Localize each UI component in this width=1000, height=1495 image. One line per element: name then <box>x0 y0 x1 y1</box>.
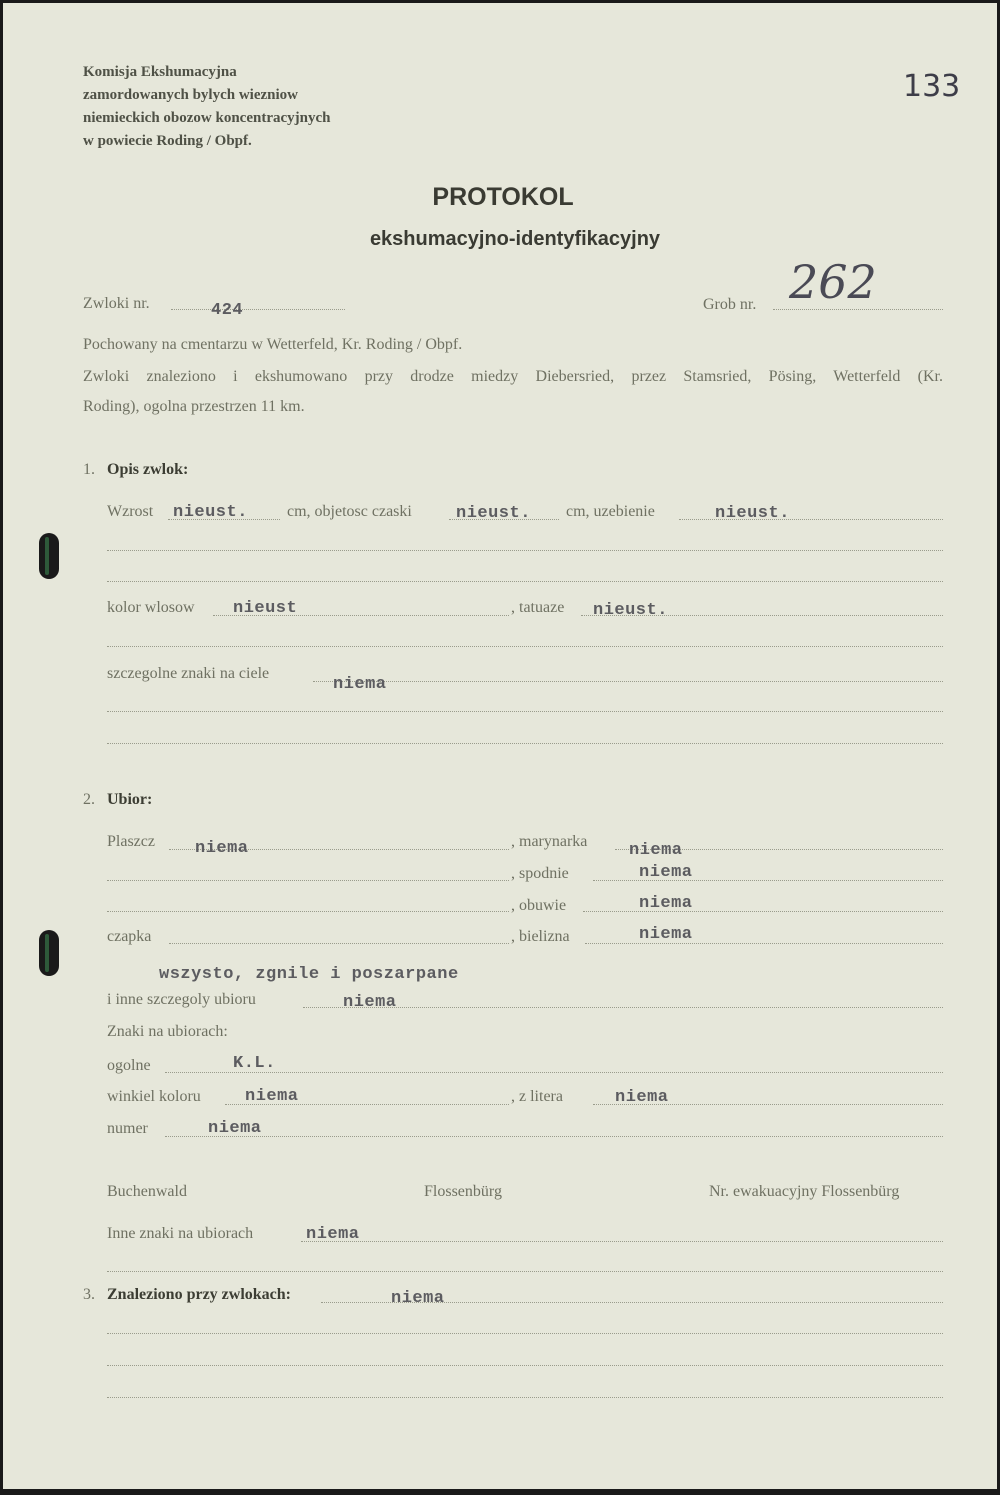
ewakuacyjny-label: Nr. ewakuacyjny Flossenbürg <box>709 1183 900 1200</box>
section1-heading: Opis zwlok: <box>107 461 189 478</box>
inne-znaki-value: niema <box>306 1225 360 1244</box>
plaszcz-label: Plaszcz <box>107 833 155 850</box>
page-number: 133 <box>903 69 961 104</box>
inne-znaki-label: Inne znaki na ubiorach <box>107 1225 254 1242</box>
blank-line <box>107 711 943 712</box>
document-page <box>3 3 997 1489</box>
pochowany-text: Pochowany na cmentarzu w Wetterfeld, Kr. Roding / Obpf. <box>83 336 463 353</box>
header-line-3: niemieckich obozow koncentracyjnych <box>83 110 331 126</box>
blank-line <box>107 581 943 582</box>
header-line-1: Komisja Ekshumacyjna <box>83 64 237 80</box>
wzrost-value: nieust. <box>173 503 248 522</box>
marynarka-label: , marynarka <box>511 833 588 850</box>
inne-szczegoly-line <box>303 1007 943 1008</box>
czaszka-value: nieust. <box>456 504 531 523</box>
znaki-ciele-line <box>313 681 943 682</box>
numer-label: numer <box>107 1120 148 1137</box>
zwloki-label: Zwloki nr. <box>83 295 150 312</box>
znaleziono-line-2: Roding), ogolna przestrzen 11 km. <box>83 398 305 415</box>
bielizna-value: niema <box>639 925 693 944</box>
numer-line <box>165 1136 943 1137</box>
obuwie-value: niema <box>639 894 693 913</box>
obuwie-line <box>583 911 943 912</box>
blank-line <box>107 911 509 912</box>
numer-value: niema <box>208 1119 262 1138</box>
litera-value: niema <box>615 1088 669 1107</box>
litera-label: , z litera <box>511 1088 563 1105</box>
ogolne-line <box>165 1072 943 1073</box>
blank-line <box>107 1365 943 1366</box>
ubior-note: wszysto, zgnile i poszarpane <box>159 965 459 984</box>
buchenwald-label: Buchenwald <box>107 1183 187 1200</box>
kolor-value: nieust <box>233 599 298 618</box>
section3-heading: Znaleziono przy zwlokach: <box>107 1286 291 1303</box>
section3-value: niema <box>391 1289 445 1308</box>
tatuaze-value: nieust. <box>593 601 668 620</box>
blank-line <box>107 646 943 647</box>
winkiel-value: niema <box>245 1087 299 1106</box>
flossenburg-label: Flossenbürg <box>424 1183 502 1200</box>
obuwie-label: , obuwie <box>511 897 567 914</box>
wzrost-label: Wzrost <box>107 503 154 520</box>
section2-heading: Ubior: <box>107 791 153 808</box>
ogolne-label: ogolne <box>107 1057 151 1074</box>
page-subtitle: ekshumacyjno-identyfikacyjny <box>369 228 661 250</box>
blank-line <box>107 1333 943 1334</box>
blank-line <box>107 743 943 744</box>
grob-line <box>773 309 943 310</box>
section2-number: 2. <box>83 791 95 808</box>
winkiel-label: winkiel koloru <box>107 1088 201 1105</box>
znaleziono-line-1: Zwloki znaleziono i ekshumowano przy drodze miedzy Diebersried, przez Stamsried, Pösing, Wetterfeld (Kr. <box>83 368 943 385</box>
cm-czaszka-label: cm, objetosc czaski <box>287 503 412 520</box>
header-line-2: zamordowanych bylych wiezniow <box>83 87 298 103</box>
spodnie-value: niema <box>639 863 693 882</box>
binder-hole-top <box>39 533 59 579</box>
bielizna-label: , bielizna <box>511 928 570 945</box>
page-title: PROTOKOL <box>432 183 574 211</box>
blank-line <box>107 880 509 881</box>
blank-line <box>107 1271 943 1272</box>
binder-hole-bottom <box>39 930 59 976</box>
czapka-line <box>169 943 509 944</box>
inne-szczegoly-value: niema <box>343 993 397 1012</box>
kolor-label: kolor wlosow <box>107 599 195 616</box>
cm-uzebienie-label: cm, uzebienie <box>566 503 655 520</box>
grob-label: Grob nr. <box>703 296 757 313</box>
ogolne-value: K.L. <box>233 1054 276 1073</box>
grob-value: 262 <box>789 255 877 309</box>
znaki-ciele-label: szczegolne znaki na ciele <box>107 665 270 682</box>
section3-number: 3. <box>83 1286 95 1303</box>
uzebienie-value: nieust. <box>715 504 790 523</box>
inne-znaki-line <box>301 1241 943 1242</box>
znaki-ubiorach-label: Znaki na ubiorach: <box>107 1023 228 1040</box>
zwloki-line <box>171 309 345 310</box>
znaki-ciele-value: niema <box>333 675 387 694</box>
header-line-4: w powiecie Roding / Obpf. <box>83 133 252 149</box>
blank-line <box>107 1397 943 1398</box>
inne-szczegoly-label: i inne szczegoly ubioru <box>107 991 256 1008</box>
section1-number: 1. <box>83 461 95 478</box>
marynarka-value: niema <box>629 841 683 860</box>
tatuaze-label: , tatuaze <box>511 599 565 616</box>
zwloki-value: 424 <box>211 301 244 320</box>
plaszcz-value: niema <box>195 839 249 858</box>
czapka-label: czapka <box>107 928 152 945</box>
spodnie-label: , spodnie <box>511 865 569 882</box>
blank-line <box>107 550 943 551</box>
